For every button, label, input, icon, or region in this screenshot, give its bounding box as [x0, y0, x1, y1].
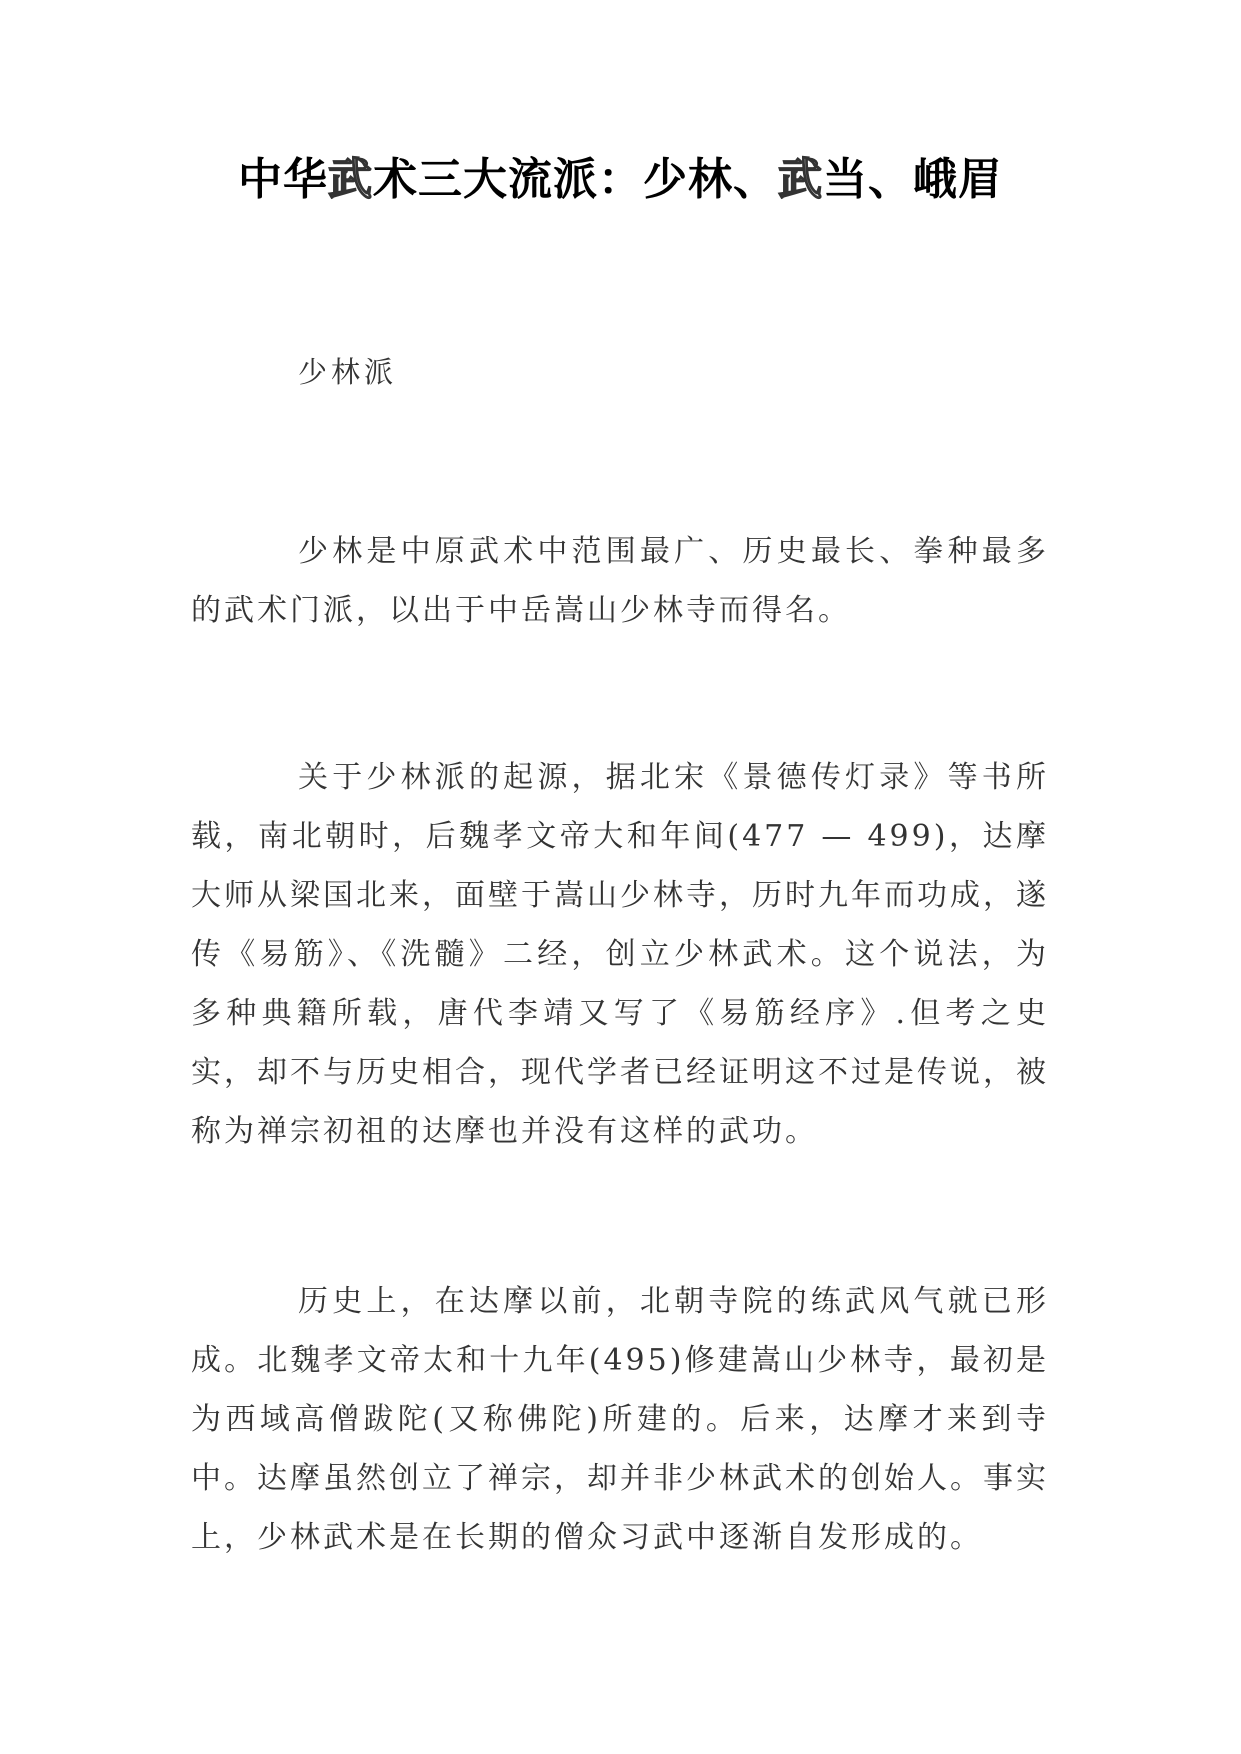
title-text-part: 术三大流派：少林、 [373, 154, 778, 205]
section-heading: 少林派 [298, 355, 398, 389]
title-text-part: 当、峨眉 [823, 154, 1003, 205]
title-outlined-char: 武 [778, 154, 823, 205]
paragraph: 历史上，在达摩以前，北朝寺院的练武风气就已形成。北魏孝文帝太和十九年(495)修建嵩山少林寺，最初是为西域高僧跋陀(又称佛陀)所建的。后来，达摩才来到寺中。达摩虽然创立了禅宗，却并非少林武术的创始人。事实上，少林武术是在长期的僧众习武中逐渐自发形成的。 [191, 1284, 1049, 1555]
document-title [0, 150, 1241, 210]
paragraph: 关于少林派的起源，据北宋《景德传灯录》等书所载，南北朝时，后魏孝文帝大和年间(477 — 499)，达摩大师从梁国北来，面壁于嵩山少林寺，历时九年而功成，遂传《易筋》、《洗髓》二经，创立少林武术。这个说法，为多种典籍所载，唐代李靖又写了《易筋经序》.但考之史实，却不与历史相合，现代学者已经证明这不过是传说，被称为禅宗初祖的达摩也并没有这样的武功。 [191, 760, 1049, 1149]
title-text-part: 中华 [238, 154, 328, 205]
paragraph: 少林是中原武术中范围最广、历史最长、拳种最多的武术门派，以出于中岳嵩山少林寺而得名。 [191, 534, 1049, 628]
title-outlined-char: 武 [328, 154, 373, 205]
